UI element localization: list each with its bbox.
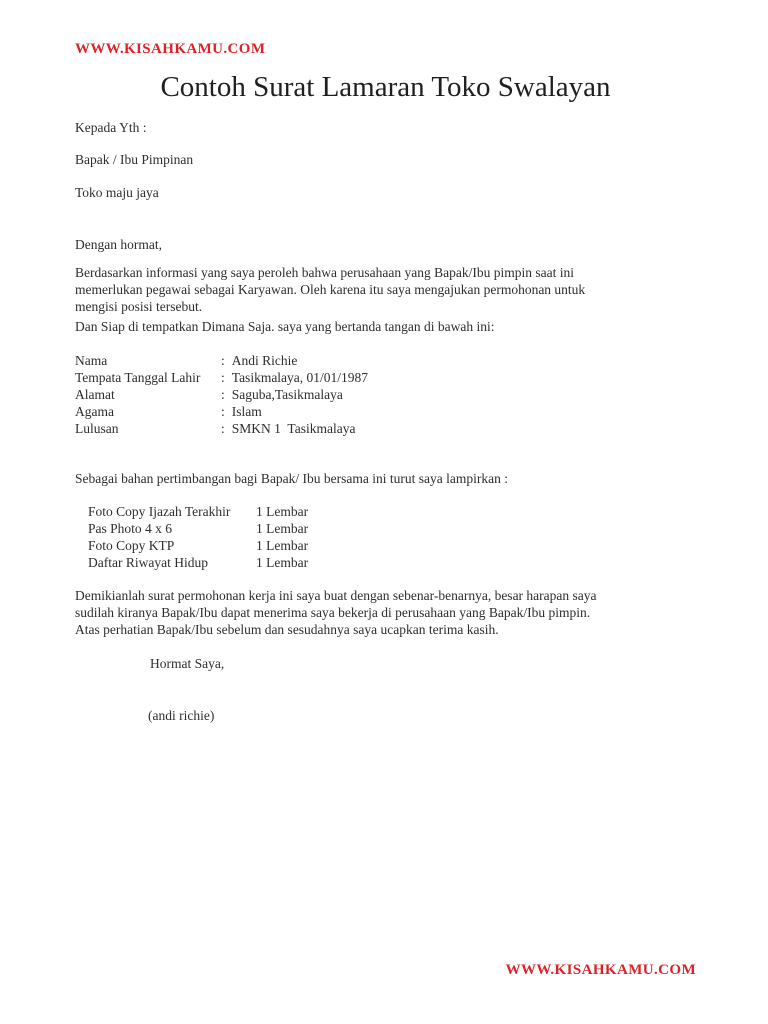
salutation: Dengan hormat, <box>75 237 162 252</box>
detail-row-nama <box>75 352 696 369</box>
detail-row-ttl <box>75 369 696 386</box>
opening-line: Berdasarkan informasi yang saya peroleh bahwa perusahaan yang Bapak/Ibu pimpin saat ini <box>75 265 574 280</box>
detail-separator: : <box>221 404 225 419</box>
attachment-name: Foto Copy Ijazah Terakhir <box>88 504 231 519</box>
detail-row-alamat <box>75 386 696 403</box>
detail-separator: : <box>221 370 225 385</box>
attachment-row-pasphoto <box>88 520 696 537</box>
recipient-line-person: Bapak / Ibu Pimpinan <box>75 152 194 167</box>
attachments-intro: Sebagai bahan pertimbangan bagi Bapak/ Ibu bersama ini turut saya lampirkan : <box>75 471 508 486</box>
detail-value: Tasikmalaya, 01/01/1987 <box>231 370 369 385</box>
detail-value: Andi Richie <box>231 353 298 368</box>
detail-separator: : <box>221 387 225 402</box>
personal-details <box>75 352 696 437</box>
recipient-line-company: Toko maju jaya <box>75 185 159 200</box>
attachment-name: Foto Copy KTP <box>88 538 175 553</box>
signature-name: (andi richie) <box>148 708 215 723</box>
opening-line: Dan Siap di tempatkan Dimana Saja. saya yang bertanda tangan di bawah ini: <box>75 319 495 334</box>
page-title: Contoh Surat Lamaran Toko Swalayan <box>160 71 611 103</box>
attachments-list <box>75 503 696 571</box>
attachment-row-ijazah <box>88 503 696 520</box>
attachment-row-ktp <box>88 537 696 554</box>
detail-separator: : <box>221 353 225 368</box>
detail-value: Saguba,Tasikmalaya <box>231 387 343 402</box>
closing-line: Demikianlah surat permohonan kerja ini saya buat dengan sebenar-benarnya, besar harapan saya <box>75 588 597 603</box>
site-url-header: WWW.KISAHKAMU.COM <box>75 41 266 57</box>
site-url-footer: WWW.KISAHKAMU.COM <box>505 962 696 978</box>
detail-label: Lulusan <box>75 421 119 436</box>
detail-label: Agama <box>75 404 114 419</box>
detail-value: Islam <box>231 404 262 419</box>
attachment-qty: 1 Lembar <box>256 504 309 519</box>
detail-label: Tempata Tanggal Lahir <box>75 370 201 385</box>
signoff: Hormat Saya, <box>150 656 225 671</box>
attachment-name: Pas Photo 4 x 6 <box>88 521 173 536</box>
attachment-qty: 1 Lembar <box>256 555 309 570</box>
attachment-qty: 1 Lembar <box>256 521 309 536</box>
detail-label: Nama <box>75 353 108 368</box>
detail-value: SMKN 1 Tasikmalaya <box>231 421 356 436</box>
attachment-name: Daftar Riwayat Hidup <box>88 555 208 570</box>
opening-paragraph <box>75 264 696 335</box>
closing-paragraph <box>75 587 696 638</box>
closing-line: Atas perhatian Bapak/Ibu sebelum dan sesudahnya saya ucapkan terima kasih. <box>75 622 499 637</box>
attachment-qty: 1 Lembar <box>256 538 309 553</box>
recipient-line-salute: Kepada Yth : <box>75 120 147 135</box>
detail-label: Alamat <box>75 387 115 402</box>
attachment-row-cv <box>88 554 696 571</box>
closing-line: sudilah kiranya Bapak/Ibu dapat menerima saya bekerja di perusahaan yang Bapak/Ibu pimpin. <box>75 605 591 620</box>
detail-row-agama <box>75 403 696 420</box>
detail-separator: : <box>221 421 225 436</box>
opening-line: mengisi posisi tersebut. <box>75 299 203 314</box>
detail-row-lulusan <box>75 420 696 437</box>
opening-line: memerlukan pegawai sebagai Karyawan. Oleh karena itu saya mengajukan permohonan untuk <box>75 282 586 297</box>
